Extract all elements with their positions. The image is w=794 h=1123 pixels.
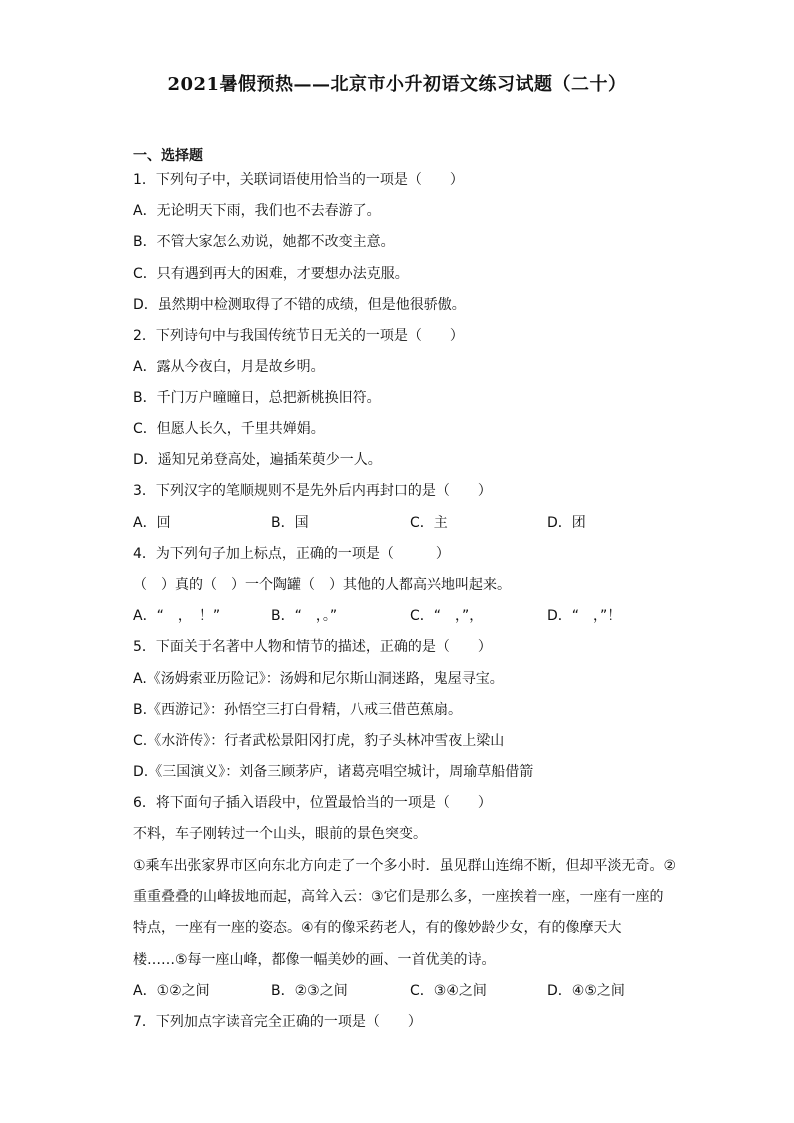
question-3-option-a: A．回: [133, 515, 171, 531]
question-4-option-d: D．“ ，”！: [547, 608, 622, 624]
question-2-option-d: D．遥知兄弟登高处，遍插茱萸少一人。: [133, 452, 382, 468]
question-2-option-a: A．露从今夜白，月是故乡明。: [133, 359, 325, 375]
question-6-passage-line-1: ①乘车出张家界市区向东北方向走了一个多小时．虽见群山连绵不断，但却平淡无奇。②: [133, 858, 677, 874]
page-title: 2021暑假预热——北京市小升初语文练习试题（二十）: [167, 74, 627, 95]
question-6-passage-line-3: 特点，一座有一座的姿态。④有的像采药老人，有的像妙龄少女，有的像摩天大: [133, 920, 622, 936]
question-4-stem: 4．为下列句子加上标点，正确的一项是（ ）: [133, 546, 450, 562]
question-6-option-d: D．④⑤之间: [547, 983, 625, 999]
question-2-option-b: B．千门万户曈曈日，总把新桃换旧符。: [133, 390, 381, 406]
question-5-option-d: D.《三国演义》：刘备三顾茅庐，诸葛亮唱空城计，周瑜草船借箭: [133, 764, 534, 780]
question-6-passage-line-2: 重重叠叠的山峰拔地而起，高耸入云：③它们是那么多，一座挨着一座，一座有一座的: [133, 889, 664, 905]
question-3-option-d: D．团: [547, 515, 586, 531]
question-2-stem: 2．下列诗句中与我国传统节日无关的一项是（ ）: [133, 328, 464, 344]
question-6-passage-line-4: 楼……⑤每一座山峰，都像一幅美妙的画、一首优美的诗。: [133, 952, 496, 968]
question-6-option-c: C．③④之间: [410, 983, 487, 999]
question-2-option-c: C．但愿人长久，千里共婵娟。: [133, 421, 325, 437]
question-6-options: [133, 981, 693, 1001]
question-3-option-c: C．主: [410, 515, 448, 531]
question-6-option-a: A．①②之间: [133, 983, 210, 999]
question-4-option-b: B．“ ，。”: [271, 608, 338, 624]
question-1-option-a: A．无论明天下雨，我们也不去春游了。: [133, 203, 381, 219]
question-4-sentence: （ ）真的（ ）一个陶罐（ ）其他的人都高兴地叫起来。: [133, 577, 511, 593]
question-4-option-c: C．“ ，”，: [410, 608, 484, 624]
question-1-option-b: B．不管大家怎么劝说，她都不改变主意。: [133, 234, 395, 250]
question-1-option-c: C．只有遇到再大的困难，才要想办法克服。: [133, 266, 409, 282]
question-5-stem: 5．下面关于名著中人物和情节的描述，正确的是（ ）: [133, 639, 492, 655]
question-7-stem: 7．下列加点字读音完全正确的一项是（ ）: [133, 1014, 422, 1030]
question-5-option-a: A.《汤姆索亚历险记》：汤姆和尼尔斯山洞迷路，鬼屋寻宝。: [133, 671, 504, 687]
question-1-stem: 1．下列句子中，关联词语使用恰当的一项是（ ）: [133, 172, 464, 188]
question-4-options: [133, 606, 693, 626]
question-3-stem: 3．下列汉字的笔顺规则不是先外后内再封口的是（ ）: [133, 483, 492, 499]
section-heading: 一、选择题: [133, 148, 203, 164]
question-3-options: [133, 513, 693, 533]
question-3-option-b: B．国: [271, 515, 309, 531]
question-5-option-b: B.《西游记》：孙悟空三打白骨精，八戒三借芭蕉扇。: [133, 702, 463, 718]
question-6-insert-sentence: 不料，车子刚转过一个山头，眼前的景色突变。: [133, 826, 427, 842]
question-5-option-c: C.《水浒传》：行者武松景阳冈打虎，豹子头林冲雪夜上梁山: [133, 733, 505, 749]
question-4-option-a: A．“ ， ！”: [133, 608, 221, 624]
question-6-stem: 6．将下面句子插入语段中，位置最恰当的一项是（ ）: [133, 795, 492, 811]
question-1-option-d: D．虽然期中检测取得了不错的成绩，但是他很骄傲。: [133, 297, 466, 313]
question-6-option-b: B．②③之间: [271, 983, 348, 999]
